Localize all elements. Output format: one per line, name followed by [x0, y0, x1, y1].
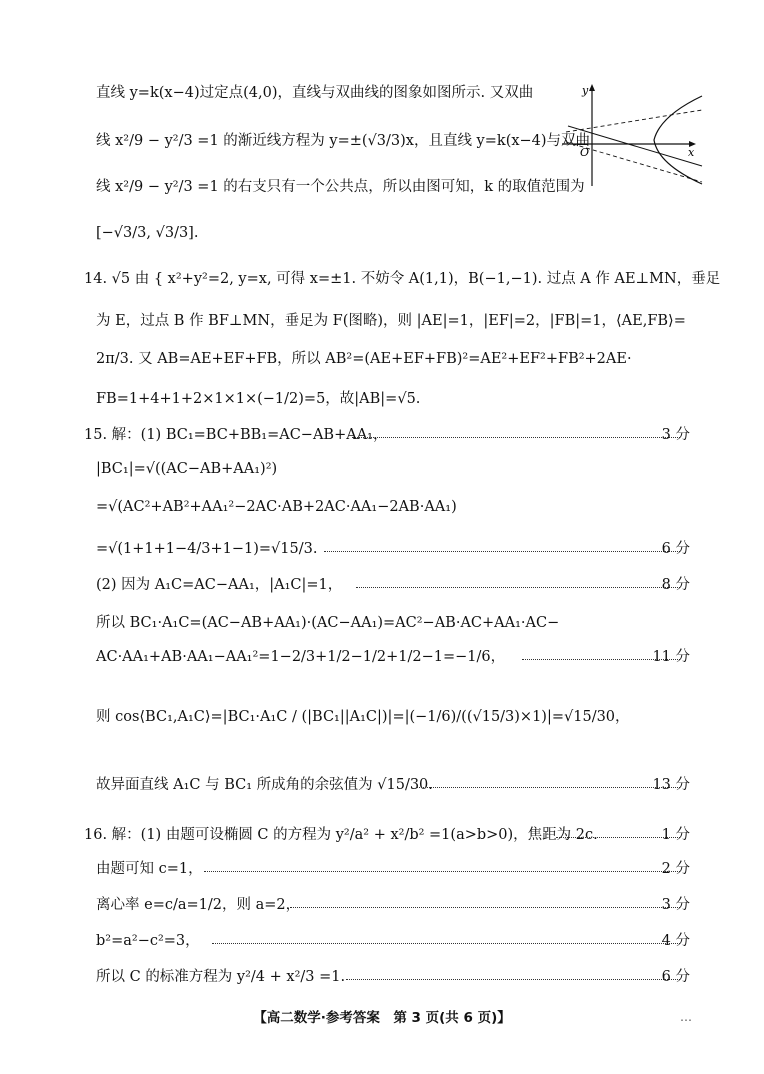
text-line: [0, 818, 764, 852]
score-label: 3 分: [661, 427, 690, 443]
origin-label: O: [580, 146, 590, 159]
line-text: 则 cos⟨BC₁,A₁C⟩=|BC₁·A₁C / (|BC₁||A₁C|)|=|(−1/6)/((√15/3)×1)|=√15/30，: [96, 709, 630, 725]
text-line: [0, 700, 764, 734]
line-text: 16. 解：(1) 由题可设椭圆 C 的方程为 y²/a² + x²/b² =1(a>b>0)，焦距为 2c.: [84, 827, 598, 843]
text-line: [0, 960, 764, 994]
line-text: 为 E，过点 B 作 BF⊥MN，垂足为 F(图略)，则 |AE|=1，|EF|=2，|FB|=1，⟨AE,FB⟩=: [96, 313, 686, 329]
line-text: 线 x²/9 − y²/3 =1 的右支只有一个公共点，所以由图可知，k 的取值范围为: [96, 179, 585, 195]
y-axis-arrow: [589, 84, 595, 91]
line-text: [−√3/3, √3/3].: [96, 225, 199, 241]
dot-leader: [352, 418, 680, 438]
score-label: 1 分: [661, 827, 690, 843]
line-text: (2) 因为 A₁C=AC−AA₁，|A₁C|=1，: [96, 577, 343, 593]
line-text: FB=1+4+1+2×1×1×(−1/2)=5，故|AB|=√5.: [96, 391, 421, 407]
text-line: [0, 606, 764, 640]
text-line: [0, 382, 764, 416]
score-label: 6 分: [661, 969, 690, 985]
dot-leader: [356, 568, 680, 588]
text-line: [0, 418, 764, 452]
score-label: 2 分: [661, 861, 690, 877]
x-label: x: [688, 146, 695, 159]
score-label: 6 分: [661, 541, 690, 557]
text-line: [0, 216, 764, 250]
hyperbola-right-branch: [654, 96, 702, 184]
dot-leader: [212, 924, 680, 944]
text-line: [0, 532, 764, 566]
text-line: [0, 852, 764, 886]
line-text: 故异面直线 A₁C 与 BC₁ 所成角的余弦值为 √15/30.: [96, 777, 433, 793]
dot-leader: [324, 532, 680, 552]
line-text: b²=a²−c²=3，: [96, 933, 200, 949]
line-text: 14. √5 由 { x²+y²=2, y=x, 可得 x=±1. 不妨令 A(1,1)，B(−1,−1). 过点 A 作 AE⊥MN，垂足: [84, 271, 721, 287]
score-label: 13 分: [652, 777, 690, 793]
line-text: 离心率 e=c/a=1/2，则 a=2，: [96, 897, 301, 913]
text-line: [0, 640, 764, 674]
line-text: 所以 BC₁·A₁C=(AC−AB+AA₁)·(AC−AA₁)=AC²−AB·AC+AA₁·AC−: [96, 615, 560, 631]
line-text: 线 x²/9 − y²/3 =1 的渐近线方程为 y=±(√3/3)x，且直线 y=k(x−4)与双曲: [96, 133, 591, 149]
dot-leader: [346, 960, 680, 980]
score-label: 4 分: [661, 933, 690, 949]
line-text: 15. 解：(1) BC₁=BC+BB₁=AC−AB+AA₁，: [84, 427, 388, 443]
hyperbola-figure: [562, 82, 712, 192]
page-footer: 【高二数学·参考答案 第 3 页(共 6 页)】: [253, 1010, 511, 1026]
text-line: [0, 262, 764, 296]
asymptote-upper: [566, 110, 702, 132]
dot-leader: [290, 888, 680, 908]
text-line: [0, 568, 764, 602]
line-text: 所以 C 的标准方程为 y²/4 + x²/3 =1.: [96, 969, 346, 985]
score-label: 11 分: [652, 649, 690, 665]
score-label: 8 分: [661, 577, 690, 593]
text-line: [0, 924, 764, 958]
dot-leader: [204, 852, 680, 872]
y-label: y: [582, 84, 589, 97]
line-text: 由题可知 c=1，: [96, 861, 203, 877]
text-line: [0, 768, 764, 802]
line-text: =√(1+1+1−4/3+1−1)=√15/3.: [96, 541, 318, 557]
score-label: 3 分: [661, 897, 690, 913]
line-text: |BC₁|=√((AC−AB+AA₁)²): [96, 461, 278, 477]
line-text: =√(AC²+AB²+AA₁²−2AC·AB+2AC·AA₁−2AB·AA₁): [96, 499, 457, 515]
text-line: [0, 452, 764, 486]
text-line: [0, 490, 764, 524]
dot-leader: [416, 768, 680, 788]
footer-mark: …: [680, 1010, 692, 1024]
text-line: [0, 342, 764, 376]
text-line: [0, 304, 764, 338]
line-text: 直线 y=k(x−4)过定点(4,0)，直线与双曲线的图象如图所示. 又双曲: [96, 85, 534, 101]
line-text: AC·AA₁+AB·AA₁−AA₁²=1−2/3+1/2−1/2+1/2−1=−1/6，: [96, 649, 506, 665]
line-text: 2π/3. 又 AB=AE+EF+FB，所以 AB²=(AE+EF+FB)²=AE²+EF²+FB²+2AE·: [96, 351, 632, 367]
text-line: [0, 888, 764, 922]
